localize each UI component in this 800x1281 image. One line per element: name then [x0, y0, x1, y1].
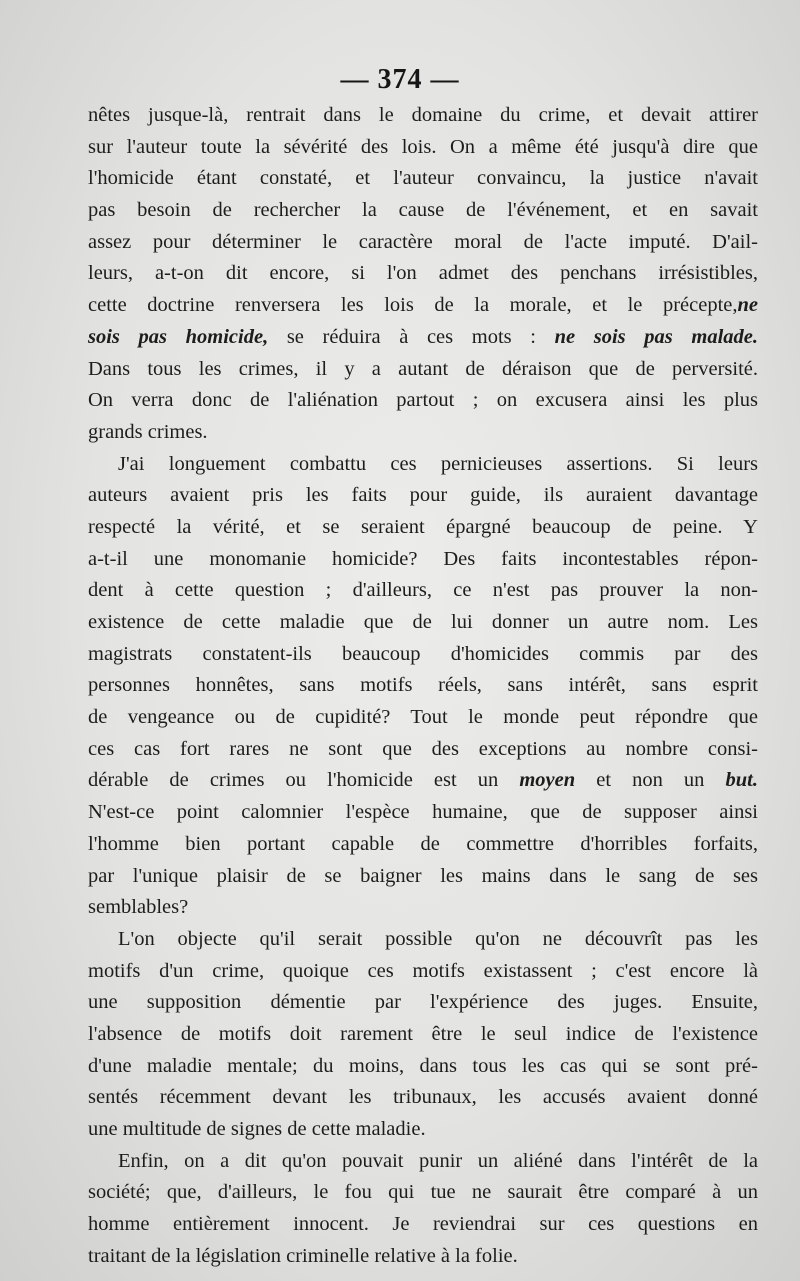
- line-text: par l'unique plaisir de se baigner les mains dans le sang de ses: [88, 864, 758, 887]
- line-text: a-t-il une monomanie homicide? Des faits incontestables répon-: [88, 547, 758, 570]
- line-text: Dans tous les crimes, il y a autant de déraison que de perversité.: [88, 357, 758, 380]
- line-text: une multitude de signes de cette maladie.: [88, 1118, 426, 1140]
- text-line: [88, 258, 758, 290]
- text-line: [88, 575, 758, 607]
- line-text: une supposition démentie par l'expérience des juges. Ensuite,: [88, 991, 758, 1014]
- line-text: nêtes jusque-là, rentrait dans le domaine du crime, et devait attirer: [88, 104, 758, 126]
- paragraph: [88, 1146, 758, 1273]
- paragraph: [88, 924, 758, 1146]
- text-line: [88, 797, 758, 829]
- line-text: On verra donc de l'aliénation partout ; on excusera ainsi les plus: [88, 389, 758, 412]
- italic-text: ne: [737, 294, 758, 317]
- text-line: [88, 956, 758, 988]
- italic-text: sois pas homicide,: [88, 325, 269, 348]
- text-line: [88, 290, 758, 322]
- line-text: dent à cette question ; d'ailleurs, ce n'est pas prouver la non-: [88, 579, 758, 602]
- text-line: [88, 987, 758, 1019]
- line-text: et non un: [575, 769, 726, 792]
- line-text: J'ai longuement combattu ces pernicieuses assertions. Si leurs: [118, 452, 758, 475]
- text-line: [88, 385, 758, 417]
- text-line: [88, 100, 758, 132]
- text-line: [88, 163, 758, 195]
- line-text: Enfin, on a dit qu'on pouvait punir un aliéné dans l'intérêt de la: [118, 1149, 758, 1172]
- text-line: [88, 892, 758, 924]
- line-text: l'homicide étant constaté, et l'auteur convaincu, la justice n'avait: [88, 167, 758, 190]
- line-text: traitant de la législation criminelle relative à la folie.: [88, 1244, 518, 1267]
- text-line: [88, 1051, 758, 1083]
- line-text: homme entièrement innocent. Je reviendrai sur ces questions en: [88, 1213, 758, 1236]
- text-line: [88, 702, 758, 734]
- line-text: N'est-ce point calomnier l'espèce humaine, que de supposer ainsi: [88, 801, 758, 824]
- body-text: [88, 100, 758, 1272]
- paragraph: [88, 449, 758, 924]
- line-text: se réduira à ces mots :: [268, 325, 555, 348]
- text-line: [88, 227, 758, 259]
- text-line: [88, 480, 758, 512]
- line-text: l'homme bien portant capable de commettre d'horribles forfaits,: [88, 832, 758, 855]
- text-line: [88, 449, 758, 481]
- text-line: [88, 354, 758, 386]
- line-text: magistrats constatent-ils beaucoup d'homicides commis par des: [88, 642, 758, 665]
- italic-text: ne sois pas malade.: [554, 325, 758, 348]
- line-text: dérable de crimes ou l'homicide est un: [88, 769, 520, 792]
- line-text: sur l'auteur toute la sévérité des lois. On a même été jusqu'à dire que: [88, 135, 758, 158]
- line-text: semblables?: [88, 896, 189, 919]
- line-text: cette doctrine renversera les lois de la morale, et le précepte,: [88, 294, 738, 317]
- italic-text: moyen: [519, 769, 576, 792]
- text-line: [88, 924, 758, 956]
- paragraph: [88, 100, 758, 449]
- line-text: leurs, a-t-on dit encore, si l'on admet des penchans irrésistibles,: [88, 262, 758, 285]
- line-text: L'on objecte qu'il serait possible qu'on ne découvrît pas les: [118, 927, 758, 950]
- line-text: grands crimes.: [88, 420, 208, 443]
- text-line: [88, 639, 758, 671]
- text-line: [88, 607, 758, 639]
- text-line: [88, 512, 758, 544]
- text-line: [88, 1019, 758, 1051]
- line-text: personnes honnêtes, sans motifs réels, sans intérêt, sans esprit: [88, 674, 758, 697]
- line-text: existence de cette maladie que de lui donner un autre nom. Les: [88, 611, 758, 633]
- text-line: [88, 861, 758, 893]
- line-text: assez pour déterminer le caractère moral de l'acte imputé. D'ail-: [88, 230, 758, 253]
- line-text: sentés récemment devant les tribunaux, les accusés avaient donné: [88, 1086, 758, 1109]
- line-text: motifs d'un crime, quoique ces motifs existassent ; c'est encore là: [88, 959, 758, 982]
- line-text: auteurs avaient pris les faits pour guide, ils auraient davantage: [88, 484, 758, 507]
- text-line: [88, 322, 758, 354]
- line-text: de vengeance ou de cupidité? Tout le monde peut répondre que: [88, 706, 758, 729]
- line-text: société; que, d'ailleurs, le fou qui tue ne saurait être comparé à un: [88, 1181, 758, 1204]
- line-text: l'absence de motifs doit rarement être le seul indice de l'existence: [88, 1022, 758, 1045]
- line-text: ces cas fort rares ne sont que des exceptions au nombre consi-: [88, 737, 758, 760]
- text-line: [88, 132, 758, 164]
- text-line: [88, 670, 758, 702]
- page-number: — 374 —: [340, 64, 460, 95]
- italic-text: but.: [725, 769, 758, 792]
- text-line: [88, 1114, 758, 1146]
- line-text: pas besoin de rechercher la cause de l'événement, et en savait: [88, 199, 758, 222]
- text-line: [88, 544, 758, 576]
- line-text: d'une maladie mentale; du moins, dans tous les cas qui se sont pré-: [88, 1054, 758, 1077]
- text-line: [88, 1177, 758, 1209]
- text-line: [88, 1146, 758, 1178]
- text-line: [88, 1082, 758, 1114]
- text-line: [88, 829, 758, 861]
- text-line: [88, 195, 758, 227]
- text-line: [88, 734, 758, 766]
- line-text: respecté la vérité, et se seraient épargné beaucoup de peine. Y: [88, 515, 758, 538]
- text-line: [88, 1209, 758, 1241]
- text-line: [88, 1241, 758, 1273]
- text-line: [88, 417, 758, 449]
- text-line: [88, 765, 758, 797]
